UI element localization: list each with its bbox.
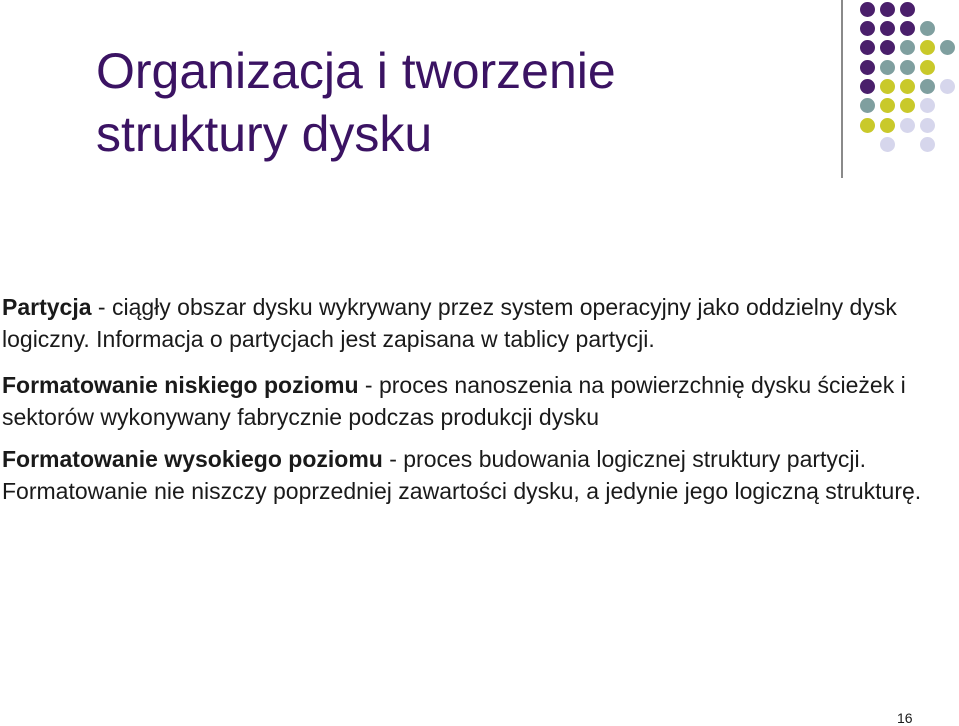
decor-dot <box>860 40 875 55</box>
decor-dot <box>920 118 935 133</box>
slide-title <box>96 40 816 166</box>
decor-dot <box>920 98 935 113</box>
definition-text: - proces budowania logicznej struktury partycji. Formatowanie nie niszczy poprzedniej zawartości dysku, a jedynie jego logiczną strukturę. <box>2 446 922 504</box>
decor-dot <box>920 21 935 36</box>
decor-dot <box>900 98 915 113</box>
decor-dot <box>880 137 895 152</box>
decor-dot <box>920 79 935 94</box>
decor-dot <box>880 40 895 55</box>
decor-dot <box>860 118 875 133</box>
decor-dot <box>880 79 895 94</box>
decor-dot <box>860 21 875 36</box>
definition-text: - proces nanoszenia na powierzchnię dysku ścieżek i sektorów wykonywany fabrycznie podczas produkcji dysku <box>2 372 906 430</box>
decor-dot <box>880 2 895 17</box>
decor-dot <box>860 98 875 113</box>
slide-title-line-2: struktury dysku <box>96 106 433 162</box>
definition-high-level-format <box>2 444 952 507</box>
decor-dot <box>940 40 955 55</box>
decor-dot <box>860 60 875 75</box>
decor-dot <box>900 40 915 55</box>
decor-dot <box>920 60 935 75</box>
decor-dot <box>900 118 915 133</box>
decor-dot <box>860 79 875 94</box>
decor-dot <box>900 2 915 17</box>
page-number: 16 <box>897 710 913 726</box>
decor-dot <box>880 98 895 113</box>
definition-term: Formatowanie niskiego poziomu <box>2 372 359 398</box>
decor-dot <box>860 2 875 17</box>
decor-dot <box>940 79 955 94</box>
decor-dot <box>920 40 935 55</box>
decor-dot <box>880 21 895 36</box>
decor-dot <box>900 21 915 36</box>
decor-dot <box>880 60 895 75</box>
decorative-divider <box>841 0 843 178</box>
definition-low-level-format <box>2 370 952 433</box>
definition-partition <box>2 292 952 355</box>
definition-term: Formatowanie wysokiego poziomu <box>2 446 383 472</box>
decor-dot <box>900 79 915 94</box>
decor-dot <box>920 137 935 152</box>
slide-title-line-1: Organizacja i tworzenie <box>96 43 616 99</box>
definition-term: Partycja <box>2 294 92 320</box>
decor-dot <box>880 118 895 133</box>
slide-body <box>2 292 952 518</box>
definition-text: - ciągły obszar dysku wykrywany przez system operacyjny jako oddzielny dysk logiczny. Informacja o partycjach jest zapisana w tablicy partycji. <box>2 294 897 352</box>
decor-dot <box>900 60 915 75</box>
